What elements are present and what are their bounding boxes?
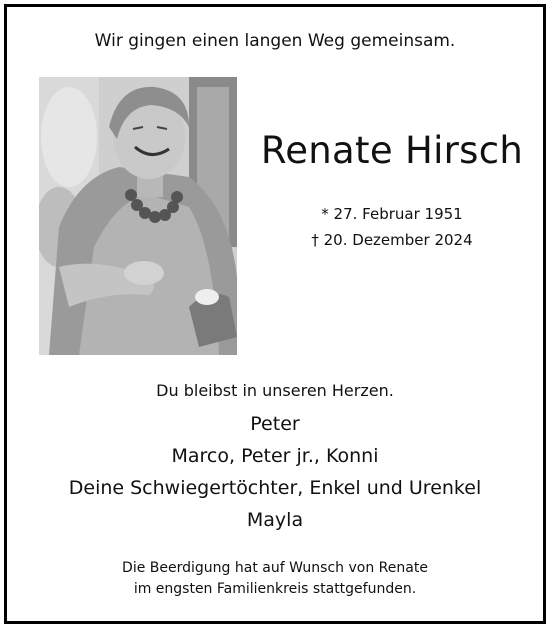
portrait-photo xyxy=(39,77,237,355)
obituary-frame xyxy=(4,4,546,624)
funeral-notice-line: Die Beerdigung hat auf Wunsch von Renate xyxy=(122,560,428,576)
birth-date: * 27. Februar 1951 xyxy=(321,205,463,223)
family-line: Peter xyxy=(250,413,300,435)
death-date: † 20. Dezember 2024 xyxy=(311,231,473,249)
subtitle-text: Du bleibst in unseren Herzen. xyxy=(156,381,394,400)
deceased-name: Renate Hirsch xyxy=(260,129,524,172)
family-line: Mayla xyxy=(246,509,304,531)
family-line: Deine Schwiegertöchter, Enkel und Urenkel xyxy=(68,477,482,499)
portrait-illustration xyxy=(39,77,237,355)
family-line: Marco, Peter jr., Konni xyxy=(171,445,379,467)
funeral-notice-line: im engsten Familienkreis stattgefunden. xyxy=(133,581,417,597)
motto-text: Wir gingen einen langen Weg gemeinsam. xyxy=(94,31,456,51)
